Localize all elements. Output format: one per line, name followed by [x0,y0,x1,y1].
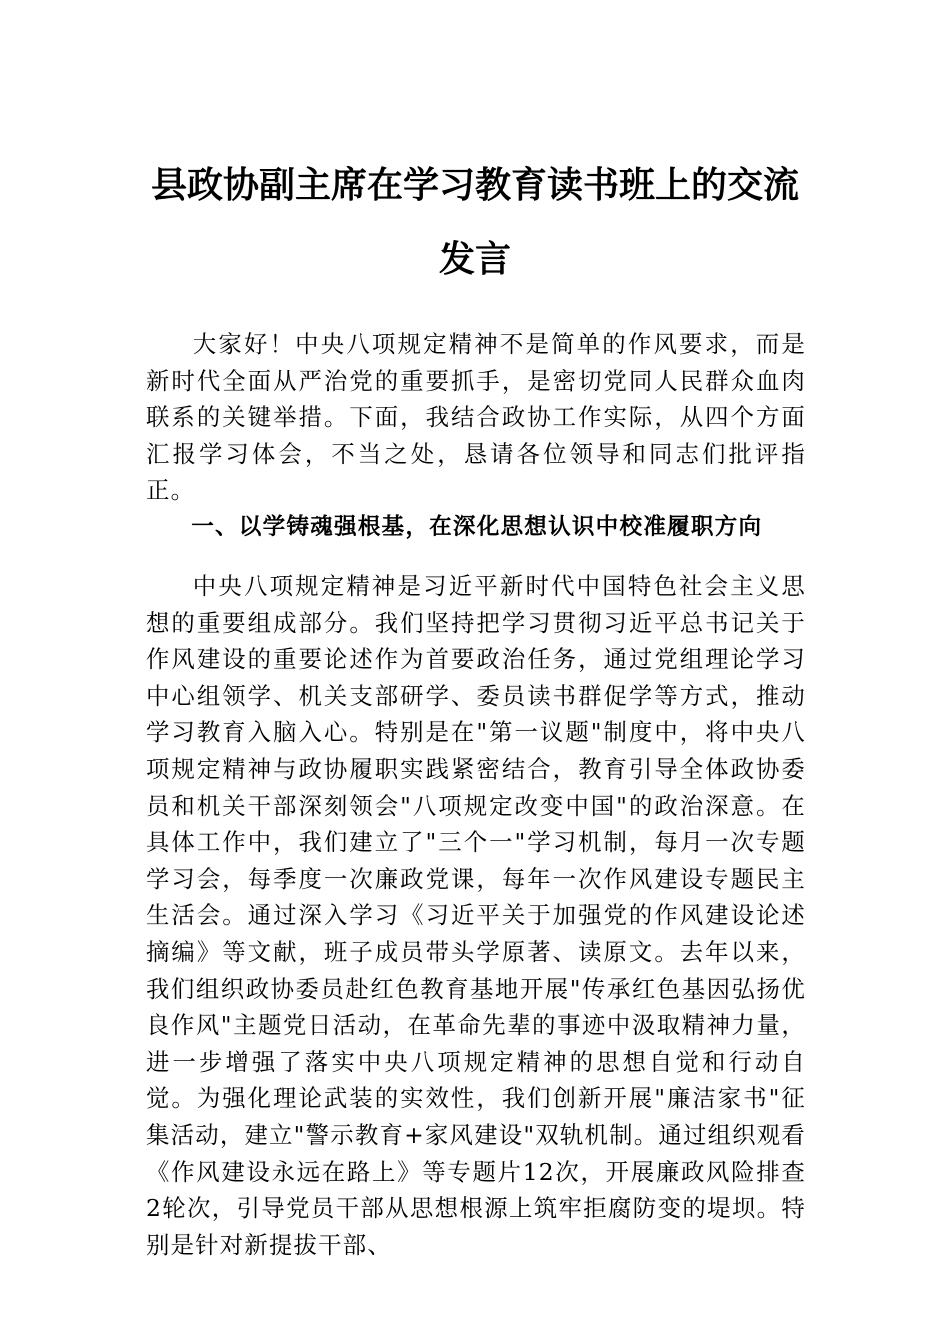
section-1-paragraph: 中央八项规定精神是习近平新时代中国特色社会主义思想的重要组成部分。我们坚持把学习贯彻习近平总书记关于作风建设的重要论述作为首要政治任务，通过党组理论学习中心组领学、机关支部研学、委员读书群促学等方式，推动学习教育入脑入心。特别是在"第一议题"制度中，将中央八项规定精神与政协履职实践紧密结合，教育引导全体政协委员和机关干部深刻领会"八项规定改变中国"的政治深意。在具体工作中，我们建立了"三个一"学习机制，每月一次专题学习会，每季度一次廉政党课，每年一次作风建设专题民主生活会。通过深入学习《习近平关于加强党的作风建设论述摘编》等文献，班子成员带头学原著、读原文。去年以来，我们组织政协委员赴红色教育基地开展"传承红色基因弘扬优良作风"主题党日活动，在革命先辈的事迹中汲取精神力量，进一步增强了落实中央八项规定精神的思想自觉和行动自觉。为强化理论武装的实效性，我们创新开展"廉洁家书"征集活动，建立"警示教育+家风建设"双轨机制。通过组织观看《作风建设永远在路上》等专题片12次，开展廉政风险排查2轮次，引导党员干部从思想根源上筑牢拒腐防变的堤坝。特别是针对新提拔干部、 [146,572,806,1259]
section-heading-1: 一、以学铸魂强根基，在深化思想认识中校准履职方向 [191,514,763,540]
intro-paragraph: 大家好！中央八项规定精神不是简单的作风要求，而是新时代全面从严治党的重要抓手，是密切党同人民群众血肉联系的关键举措。下面，我结合政协工作实际，从四个方面汇报学习体会，不当之处，恳请各位领导和同志们批评指正。 [146,330,806,505]
document-title: 县政协副主席在学习教育读书班上的交流发言 [150,164,799,280]
